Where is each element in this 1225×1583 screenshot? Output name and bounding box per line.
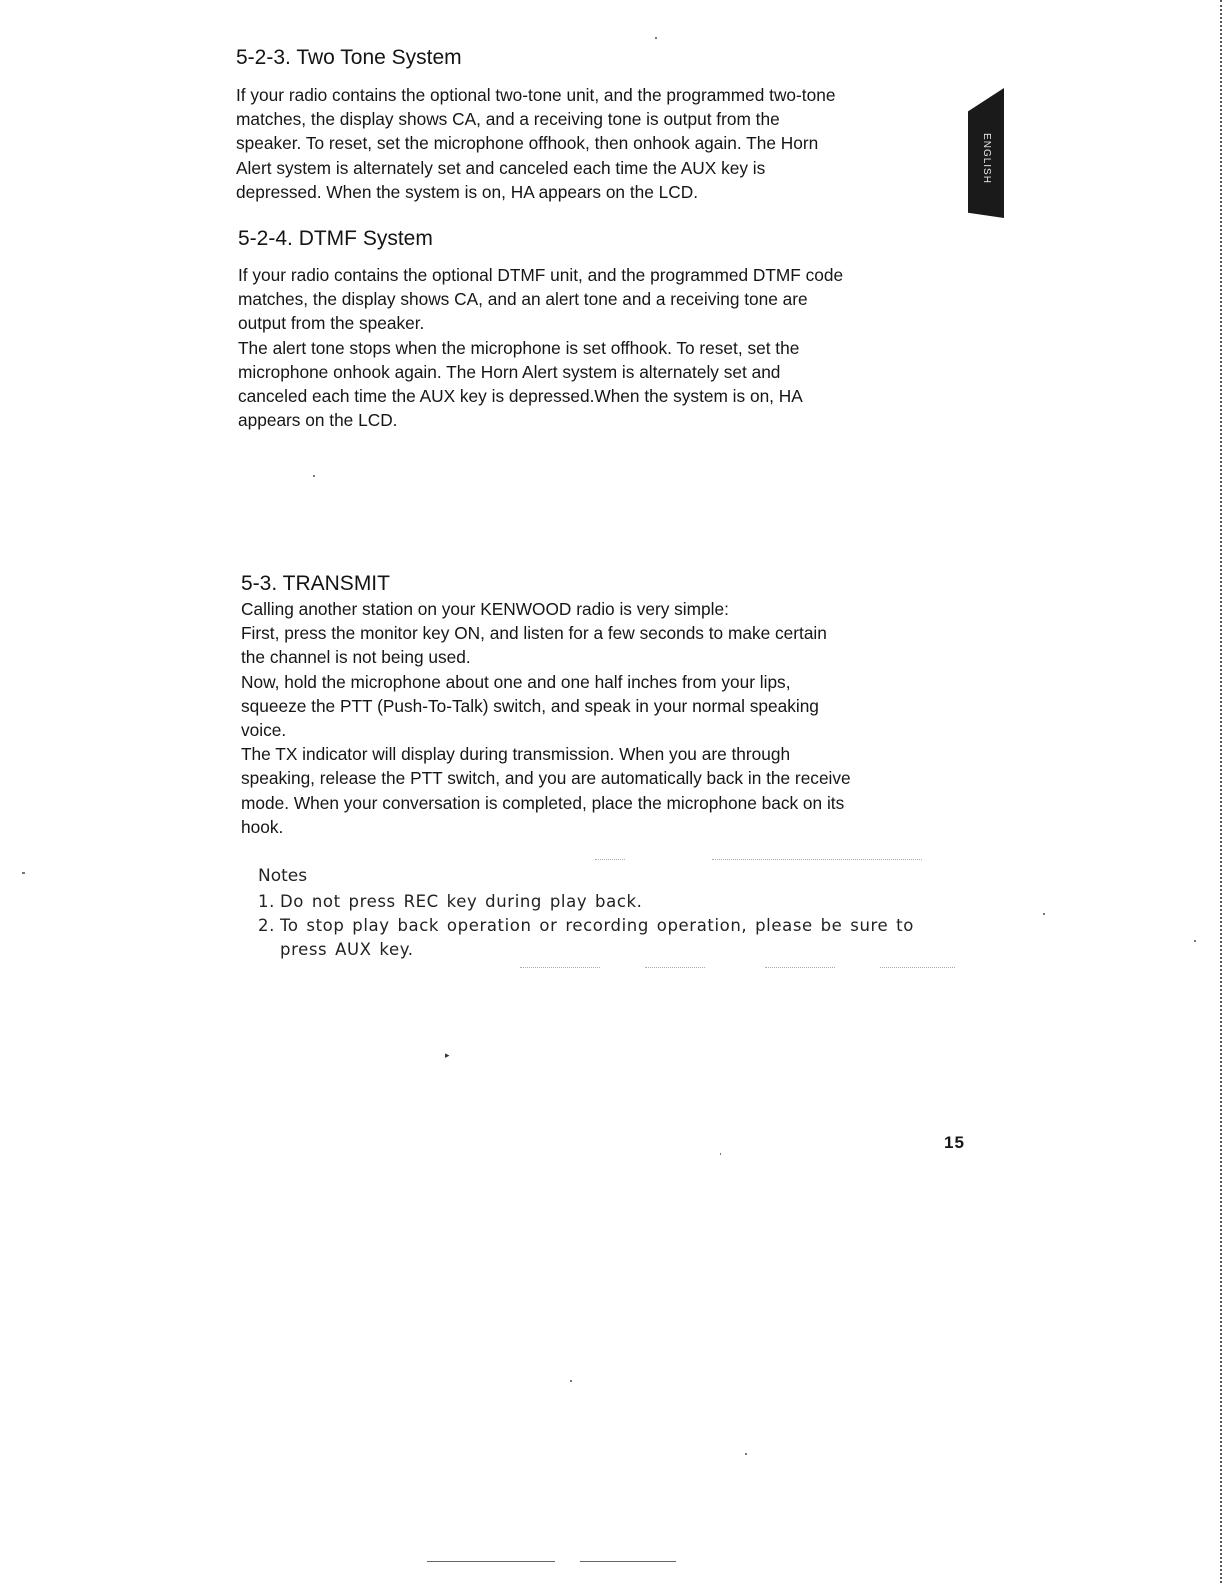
- scan-dotline: [595, 859, 625, 860]
- section-body-two-tone: [236, 83, 835, 204]
- text-line: If your radio contains the optional two-tone unit, and the programmed two-tone: [236, 85, 836, 105]
- scan-speck: [720, 1153, 721, 1155]
- text-line: Now, hold the microphone about one and one half inches from your lips,: [241, 671, 791, 692]
- note-number: 1.: [258, 892, 275, 911]
- text-line: output from the speaker.: [238, 313, 425, 334]
- text-line: depressed. When the system is on, HA appears on the LCD.: [236, 181, 699, 202]
- page-number: 15: [944, 1133, 965, 1152]
- scan-speck: [745, 1453, 747, 1455]
- scan-speck: [1043, 913, 1045, 915]
- scan-speck: [1194, 940, 1196, 942]
- text-line: Alert system is alternately set and canceled each time the AUX key is: [236, 157, 766, 178]
- text-line: hook.: [241, 816, 284, 837]
- note-item: [258, 890, 914, 914]
- text-line: First, press the monitor key ON, and listen for a few seconds to make certain: [241, 623, 827, 644]
- note-text: To stop play back operation or recording operation, please be sure to: [280, 916, 914, 935]
- note-number: 2.: [258, 916, 275, 935]
- language-tab-label-box: [976, 118, 996, 198]
- text-line: speaker. To reset, set the microphone offhook, then onhook again. The Horn: [236, 133, 819, 154]
- text-line: appears on the LCD.: [238, 410, 398, 431]
- section-body-transmit: [241, 597, 851, 839]
- section-title-dtmf: 5-2-4. DTMF System: [238, 227, 433, 250]
- text-line: If your radio contains the optional DTMF unit, and the programmed DTMF code: [238, 265, 844, 285]
- note-text: press AUX key.: [280, 940, 414, 959]
- scan-dotline: [712, 859, 922, 860]
- scan-speck: [22, 872, 25, 874]
- note-text: Do not press REC key during play back.: [280, 892, 643, 911]
- bullet-mark-icon: ▸: [445, 1050, 450, 1060]
- scan-dotline: [645, 967, 705, 968]
- scan-footline: [427, 1561, 555, 1562]
- section-title-two-tone: 5-2-3. Two Tone System: [236, 46, 462, 69]
- text-line: The alert tone stops when the microphone is set offhook. To reset, set the: [238, 337, 800, 358]
- section-body-dtmf: [238, 263, 843, 432]
- language-tab-label: ENGLISH: [980, 132, 992, 184]
- scan-dotline: [520, 967, 600, 968]
- text-line: squeeze the PTT (Push-To-Talk) switch, and speak in your normal speaking: [241, 695, 819, 716]
- text-line: matches, the display shows CA, and a receiving tone is output from the: [236, 109, 780, 130]
- scan-footline: [580, 1561, 676, 1562]
- text-line: mode. When your conversation is completed, place the microphone back on its: [241, 792, 845, 813]
- text-line: Calling another station on your KENWOOD radio is very simple:: [241, 599, 729, 619]
- text-line: microphone onhook again. The Horn Alert system is alternately set and: [238, 361, 781, 382]
- scan-speck: [570, 1380, 572, 1382]
- section-title-transmit: 5-3. TRANSMIT: [241, 572, 390, 595]
- text-line: The TX indicator will display during transmission. When you are through: [241, 744, 791, 765]
- text-line: matches, the display shows CA, and an alert tone and a receiving tone are: [238, 289, 808, 310]
- text-line: canceled each time the AUX key is depressed.When the system is on, HA: [238, 386, 803, 407]
- notes-title: Notes: [258, 866, 308, 886]
- scan-speck: [313, 475, 315, 477]
- scan-edge: [1220, 0, 1222, 1583]
- note-item-continuation: [258, 938, 914, 962]
- notes-list: [258, 890, 914, 962]
- text-line: voice.: [241, 720, 287, 741]
- scan-speck: [655, 37, 657, 39]
- scan-dotline: [880, 967, 955, 968]
- note-item: [258, 914, 914, 938]
- text-line: speaking, release the PTT switch, and you are automatically back in the receive: [241, 768, 851, 789]
- scan-dotline: [765, 967, 835, 968]
- text-line: the channel is not being used.: [241, 647, 471, 668]
